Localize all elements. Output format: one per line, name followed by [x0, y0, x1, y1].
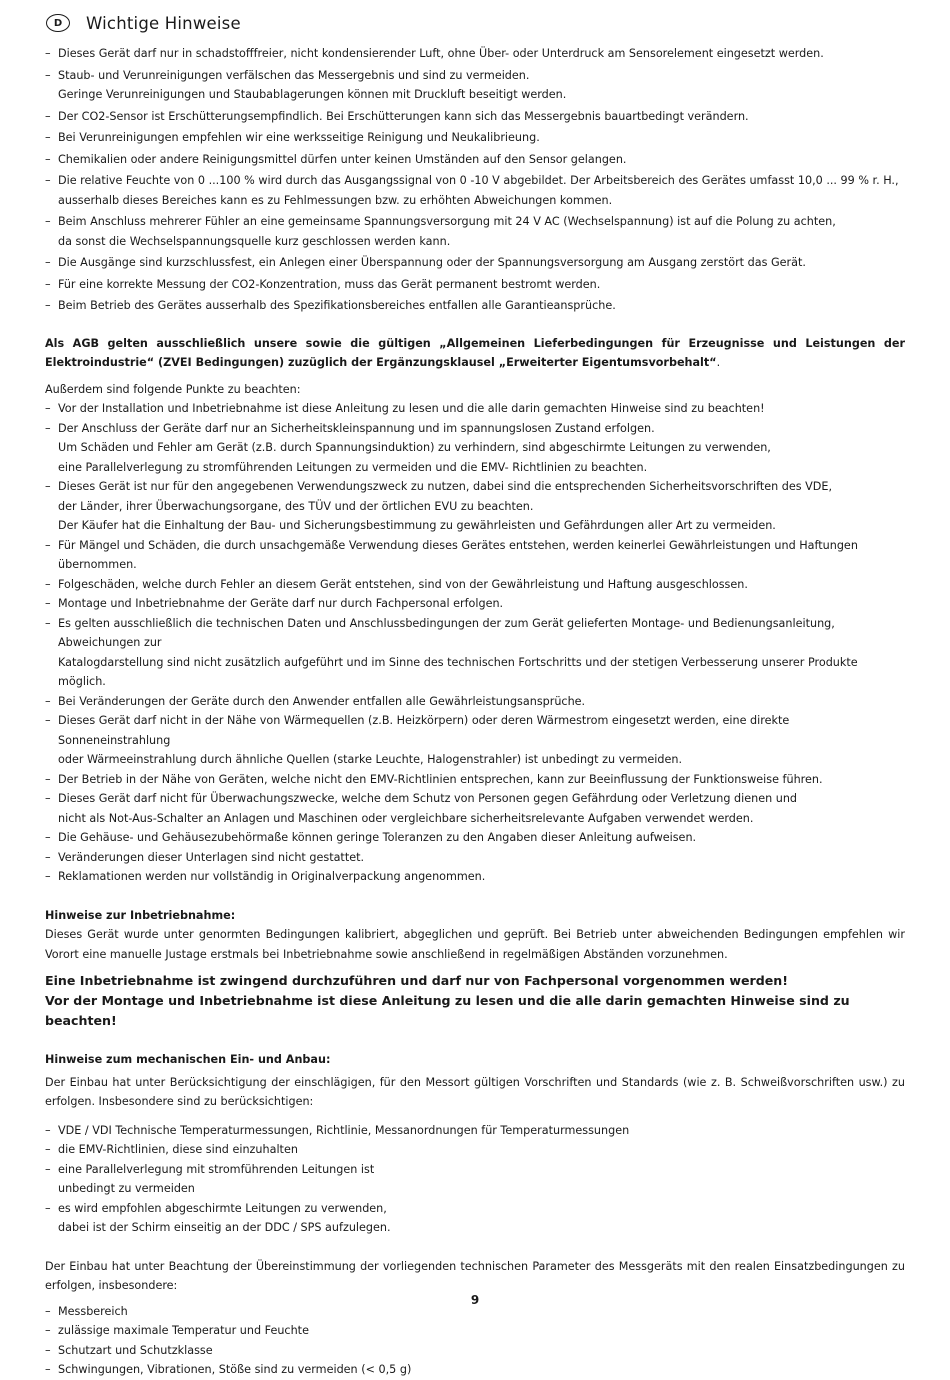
list-item: [45, 594, 905, 614]
list-item-line: – Der Anschluss der Geräte darf nur an Sicherheitskleinspannung und im spannungslosen Zustand erfolgen.: [58, 421, 655, 435]
list-item: [45, 419, 905, 478]
list-item: [45, 711, 905, 770]
list-item: [45, 107, 905, 127]
list-item: [45, 828, 905, 848]
agb-paragraph: [45, 334, 905, 373]
list-item-line: ausserhalb dieses Bereiches kann es zu Fehlmessungen bzw. zu erhöhten Abweichungen kommen.: [58, 193, 613, 207]
list-item: [45, 1160, 905, 1199]
list-item: [45, 614, 905, 692]
list-item-line: da sonst die Wechselspannungsquelle kurz geschlossen werden kann.: [58, 234, 451, 248]
agb-end: .: [716, 356, 721, 369]
list-item-line: – Staub- und Verunreinigungen verfälschen das Messergebnis und sind zu vermeiden.: [58, 68, 530, 82]
commissioning-heading: Hinweise zur Inbetriebnahme:: [45, 908, 236, 922]
list-item: [45, 477, 905, 536]
mechanical-text: Der Einbau hat unter Berücksichtigung der einschlägigen, für den Messort gültigen Vorschriften und Standards (wie z. B. Schweißvorschriften usw.) zu erfolgen. Insbesondere sind zu berücksichtigen:: [45, 1075, 905, 1108]
list-item-line: – zulässige maximale Temperatur und Feuchte: [58, 1324, 309, 1337]
list-item-line: – VDE / VDI Technische Temperaturmessungen, Richtlinie, Messanordnungen für Temperaturmessungen: [58, 1123, 630, 1137]
list-item-line: – Es gelten ausschließlich die technischen Daten und Anschlussbedingungen der zum Gerät gelieferten Montage- und Bedienungsanleitung, Abweichungen zur: [58, 616, 835, 649]
list-item-line: – Messbereich: [58, 1304, 128, 1318]
list-item: [45, 1341, 905, 1361]
list-item-line: – Dieses Gerät darf nicht für Überwachungszwecke, welche dem Schutz von Personen gegen Gefährdung oder Verletzung dienen und: [58, 792, 798, 805]
list-item-line: – Der Betrieb in der Nähe von Geräten, welche nicht den EMV-Richtlinien entsprechen, kann zur Beeinflussung der Funktionsweise führen.: [58, 772, 823, 786]
list-item: [45, 770, 905, 790]
list-item: [45, 171, 905, 210]
list-item-line: unbedingt zu vermeiden: [58, 1182, 195, 1195]
page-title: Wichtige Hinweise: [86, 13, 241, 33]
list-item: [45, 275, 905, 295]
list-item: [45, 575, 905, 595]
list-item: [45, 1199, 905, 1238]
list-item-line: – Veränderungen dieser Unterlagen sind nicht gestattet.: [58, 850, 365, 864]
agb-text: Als AGB gelten ausschließlich unsere sowie die gültigen „Allgemeinen Lieferbedingungen für Erzeugnisse und Leistungen der Elektroindustrie“ (ZVEI Bedingungen) zuzüglich der Ergänzungsklausel „Erweiterter Eigentumsvorbehalt“: [45, 336, 905, 369]
list-item-line: – eine Parallelverlegung mit stromführenden Leitungen ist: [58, 1162, 375, 1176]
commissioning-warning-2: Vor der Montage und Inbetriebnahme ist diese Anleitung zu lesen und die alle darin gemachten Hinweise sind zu beachten!: [45, 993, 850, 1028]
list-item: [45, 536, 905, 575]
list-item: [45, 1321, 905, 1341]
list-item-line: eine Parallelverlegung zu stromführenden Leitungen zu vermeiden und die EMV- Richtlinien zu beachten.: [58, 460, 648, 474]
list-item: [45, 212, 905, 251]
list-item-line: – Dieses Gerät darf nicht in der Nähe von Wärmequellen (z.B. Heizkörpern) oder deren Wärmestrom eingesetzt werden, eine direkte Sonneneinstrahlung: [58, 714, 790, 747]
page-number: 9: [470, 1293, 480, 1307]
list-item-line: – Folgeschäden, welche durch Fehler an diesem Gerät entstehen, sind von der Gewährleistung und Haftung ausgeschlossen.: [58, 577, 748, 591]
list-item-line: – Für Mängel und Schäden, die durch unsachgemäße Verwendung dieses Gerätes entstehen, werden keinerlei Gewährleistungen und Haftungen übernommen.: [58, 538, 858, 571]
list-item-line: – Für eine korrekte Messung der CO2-Konzentration, muss das Gerät permanent bestromt werden.: [58, 277, 601, 291]
list-item: [45, 1140, 905, 1160]
list-item: [45, 253, 905, 273]
list-item-line: dabei ist der Schirm einseitig an der DDC / SPS aufzulegen.: [58, 1221, 391, 1234]
list-item: [45, 848, 905, 868]
list-item-line: Der Käufer hat die Einhaltung der Bau- und Sicherungsbestimmung zu gewährleisten und Gefährdungen aller Art zu vermeiden.: [58, 519, 776, 532]
list-item-line: Geringe Verunreinigungen und Staubablagerungen können mit Druckluft beseitigt werden.: [58, 88, 567, 101]
list-item: [45, 150, 905, 170]
list-item-line: – es wird empfohlen abgeschirmte Leitungen zu verwenden,: [58, 1201, 387, 1215]
list-item-line: – Der CO2-Sensor ist Erschütterungsempfindlich. Bei Erschütterungen kann sich das Messergebnis bauartbedingt verändern.: [58, 109, 749, 123]
list-item: [45, 789, 905, 828]
list-item-line: – Die Gehäuse- und Gehäusezubehörmaße können geringe Toleranzen zu den Angaben dieser Anleitung aufweisen.: [58, 831, 697, 844]
list-item: [45, 296, 905, 316]
important-notes-list: [45, 44, 905, 316]
list-item-line: – Schutzart und Schutzklasse: [58, 1343, 213, 1357]
document-page: [45, 10, 905, 1380]
points-intro: Außerdem sind folgende Punkte zu beachten:: [45, 382, 301, 396]
list-item: [45, 692, 905, 712]
list-item-line: – Reklamationen werden nur vollständig in Originalverpackung angenommen.: [58, 870, 486, 883]
list-item-line: – Montage und Inbetriebnahme der Geräte darf nur durch Fachpersonal erfolgen.: [58, 597, 504, 610]
section-header: [45, 10, 905, 36]
list-item-line: – Beim Betrieb des Gerätes ausserhalb des Spezifikationsbereiches entfallen alle Garantieansprüche.: [58, 299, 616, 312]
list-item-line: Katalogdarstellung sind nicht zusätzlich aufgeführt und im Sinne des technischen Fortschritts und der stetigen Verbesserung unserer Produkte möglich.: [58, 655, 858, 688]
list-item: [45, 399, 905, 419]
mechanical-text-2: Der Einbau hat unter Beachtung der Übereinstimmung der vorliegenden technischen Parameter des Messgeräts mit den realen Einsatzbedingungen zu erfolgen, insbesondere:: [45, 1259, 905, 1292]
language-badge: D: [46, 14, 70, 32]
mechanical-list: [45, 1121, 905, 1238]
commissioning-text: Dieses Gerät wurde unter genormten Bedingungen kalibriert, abgeglichen und geprüft. Bei Betrieb unter abweichenden Bedingungen empfehlen wir Vorort eine manuelle Justage erstmals bei Inbetriebnahme sowie anschließend in regelmäßigen Abständen vorzunehmen.: [45, 928, 905, 961]
list-item-line: – Die Ausgänge sind kurzschlussfest, ein Anlegen einer Überspannung oder der Spannungsversorgung am Ausgang zerstört das Gerät.: [58, 256, 806, 269]
list-item-line: – Chemikalien oder andere Reinigungsmittel dürfen unter keinen Umständen auf den Sensor gelangen.: [58, 152, 627, 166]
list-item-line: – Bei Verunreinigungen empfehlen wir eine werksseitige Reinigung und Neukalibrieung.: [58, 131, 540, 144]
commissioning-warning-1: Eine Inbetriebnahme ist zwingend durchzuführen und darf nur von Fachpersonal vorgenommen werden!: [45, 973, 788, 988]
mechanical-heading: Hinweise zum mechanischen Ein- und Anbau:: [45, 1053, 331, 1066]
list-item-line: oder Wärmeeinstrahlung durch ähnliche Quellen (starke Leuchte, Halogenstrahler) ist unbedingt zu vermeiden.: [58, 753, 683, 766]
list-item-line: – Schwingungen, Vibrationen, Stöße sind zu vermeiden (< 0,5 g): [58, 1363, 412, 1376]
list-item: [45, 128, 905, 148]
list-item-line: – Dieses Gerät ist nur für den angegebenen Verwendungszweck zu nutzen, dabei sind die entsprechenden Sicherheitsvorschriften des VDE,: [58, 480, 833, 493]
list-item-line: – Dieses Gerät darf nur in schadstofffreier, nicht kondensierender Luft, ohne Über- oder Unterdruck am Sensorelement eingesetzt werden.: [58, 47, 824, 60]
list-item: [45, 867, 905, 887]
list-item-line: – Beim Anschluss mehrerer Fühler an eine gemeinsame Spannungsversorgung mit 24 V AC (Wechselspannung) ist auf die Polung zu achten,: [58, 215, 836, 228]
points-list: [45, 399, 905, 887]
list-item-line: der Länder, ihrer Überwachungsorgane, des TÜV und der örtlichen EVU zu beachten.: [58, 499, 534, 513]
list-item-line: – Die relative Feuchte von 0 ...100 % wird durch das Ausgangssignal von 0 -10 V abgebildet. Der Arbeitsbereich des Gerätes umfasst 10,0 ... 99 % r. H.,: [58, 174, 899, 187]
list-item-line: – die EMV-Richtlinien, diese sind einzuhalten: [58, 1143, 298, 1156]
list-item-line: – Bei Veränderungen der Geräte durch den Anwender entfallen alle Gewährleistungsansprüche.: [58, 694, 586, 708]
list-item-line: – Vor der Installation und Inbetriebnahme ist diese Anleitung zu lesen und die alle darin gemachten Hinweise sind zu beachten!: [58, 402, 765, 415]
list-item-line: nicht als Not-Aus-Schalter an Anlagen und Maschinen oder vergleichbare sicherheitsrelevante Aufgaben verwendet werden.: [58, 811, 754, 825]
mechanical-list-2: [45, 1302, 905, 1380]
list-item: [45, 66, 905, 105]
list-item: [45, 1360, 905, 1380]
list-item: [45, 44, 905, 64]
list-item-line: Um Schäden und Fehler am Gerät (z.B. durch Spannungsinduktion) zu verhindern, sind abgeschirmte Leitungen zu verwenden,: [58, 441, 771, 454]
list-item: [45, 1121, 905, 1141]
